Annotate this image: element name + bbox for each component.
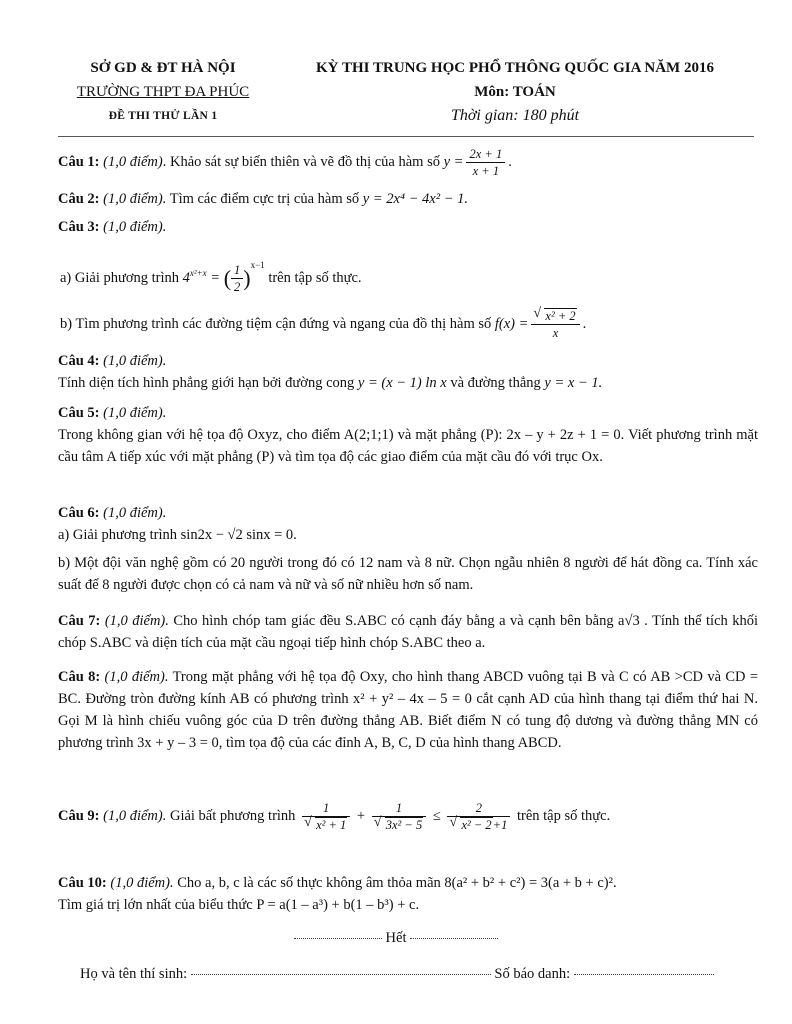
q3-label: Câu 3: <box>58 219 100 235</box>
q3-points: (1,0 điểm). <box>103 219 167 235</box>
question-5: Câu 5: (1,0 điểm). Trong không gian với hệ tọa độ Oxyz, cho điểm A(2;1;1) và mặt phẳng (P): 2x – y + 2z + 1 = 0. Viết phương trình mặt cầu tâm A tiếp xúc với mặt phẳng (P) và tìm tọa độ các giao điểm của mặt cầu đó với trục Ox. <box>58 405 758 465</box>
question-9: Câu 9: (1,0 điểm). Giải bất phương trình 1 √ x² + 1 + 1 √ 3x² − 5 ≤ 2 √ x² − 2+1 trên tập số thực. <box>58 800 758 833</box>
header-left <box>58 58 268 128</box>
duration: Thời gian: 180 phút <box>450 107 580 124</box>
q1-func-lhs: y = <box>443 153 464 170</box>
exam-type: ĐỀ THI THỬ LẦN 1 <box>108 110 218 122</box>
question-3 <box>58 216 758 238</box>
question-2 <box>58 188 758 210</box>
candidate-id-label: Số báo danh: <box>494 966 571 982</box>
candidate-name-label: Họ và tên thí sinh: <box>80 966 188 982</box>
question-6: Câu 6: (1,0 điểm). a) Giải phương trình sin2x − √2 sinx = 0. <box>58 505 297 543</box>
q2-func: y = 2x⁴ − 4x² − 1. <box>362 191 468 207</box>
subject: Môn: TOÁN <box>474 84 556 100</box>
header-divider <box>58 136 754 137</box>
header-right <box>280 58 750 128</box>
question-10: Câu 10: (1,0 điểm). Cho a, b, c là các số thực không âm thỏa mãn 8(a² + b² + c²) = 3(a + b + c)². Tìm giá trị lớn nhất của biểu thức P = a(1 – a³) + b(1 – b³) + c. <box>58 875 617 913</box>
question-3a: a) Giải phương trình $4^{x^2+x}$ = ( $\frac{1}{2}$ )$^{x-1}$ trên tập số thực. <box>60 260 362 295</box>
q1-label: Câu 1: <box>58 153 100 170</box>
q1-text: . Khảo sát sự biến thiên và vẽ đồ thị của hàm số <box>162 153 440 170</box>
q2-text: Tìm các điểm cực trị của hàm số <box>166 191 360 207</box>
q2-points: (1,0 điểm). <box>103 191 167 207</box>
department-name: SỞ GD & ĐT HÀ NỘI <box>90 60 236 76</box>
q1-fraction: $\frac{2x + 1}{x + 1}$ <box>466 146 505 179</box>
candidate-info <box>80 966 714 983</box>
question-8: Câu 8: (1,0 điểm). Trong mặt phẳng với hệ tọa độ Oxy, cho hình thang ABCD vuông tại B và C có AB >CD và CD = BC. Đường tròn đường kính AB có phương trình x² + y² – 4x – 5 = 0 cắt cạnh AD của hình thang tại điểm thứ hai N. Gọi M là hình chiếu vuông góc của D trên đường thẳng AB. Biết điểm N có tung độ dương và đường thẳng MN có phương trình 3x + y – 3 = 0, tìm tọa độ của các đỉnh A, B, C, D của hình thang ABCD. <box>58 669 759 751</box>
end-marker: Hết <box>0 930 792 947</box>
question-6b: b) Một đội văn nghệ gồm có 20 người trong đó có 12 nam và 8 nữ. Chọn ngẫu nhiên 8 người để hát đồng ca. Tính xác suất để 8 người được chọn có cả nam và nữ và số nữ nhiều hơn số nam. <box>58 555 758 593</box>
q2-label: Câu 2: <box>58 191 100 207</box>
exam-title: KỲ THI TRUNG HỌC PHỔ THÔNG QUỐC GIA NĂM 2016 <box>316 60 714 76</box>
question-1: Câu 1: (1,0 điểm). Khảo sát sự biến thiên và vẽ đồ thị của hàm số y = $\frac{2x + 1}{x + 1}$ . <box>58 147 512 178</box>
question-3b: b) Tìm phương trình các đường tiệm cận đứng và ngang của đồ thị hàm số f(x) = √ $\frac{\text{x² + 2}}{x}$ . <box>60 308 760 341</box>
question-4: Câu 4: (1,0 điểm). Tính diện tích hình phẳng giới hạn bởi đường cong y = (x − 1) ln x và đường thẳng y = x − 1. <box>58 353 603 391</box>
q1-points: (1,0 điểm) <box>103 153 163 170</box>
question-7: Câu 7: (1,0 điểm). Cho hình chóp tam giác đều S.ABC có cạnh đáy bằng a và cạnh bên bằng a√3 . Tính thể tích khối chóp S.ABC và diện tích của mặt cầu ngoại tiếp hình chóp S.ABC theo a. <box>58 613 759 651</box>
school-name: TRƯỜNG THPT ĐA PHÚC <box>76 84 250 100</box>
